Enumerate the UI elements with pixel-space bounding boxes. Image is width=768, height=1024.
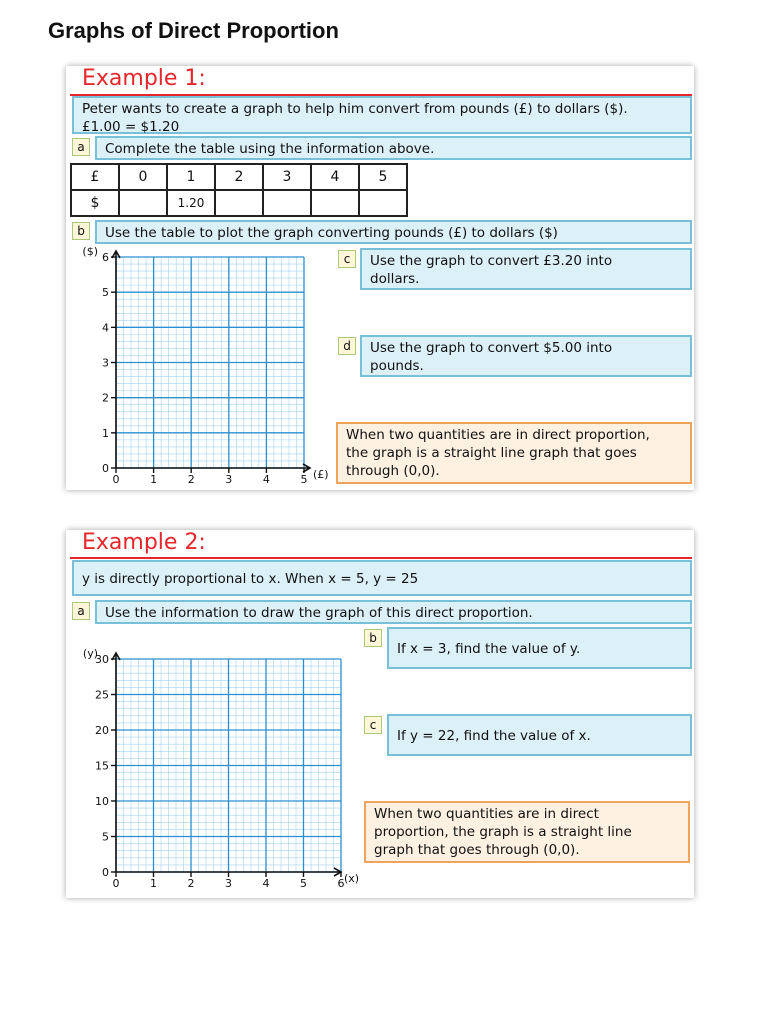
x-tick-label: 0: [112, 877, 120, 890]
x-tick-label: 0: [112, 473, 120, 486]
y-tick-label: 3: [102, 356, 109, 370]
x-tick-label: 4: [262, 877, 270, 890]
y-axis-label: (y): [82, 647, 98, 660]
part-a-question: Use the information to draw the graph of this direct proportion.: [95, 600, 692, 624]
x-axis-label: (£): [313, 468, 329, 481]
y-tick-label: 4: [102, 321, 109, 335]
x-tick-label: 5: [300, 877, 307, 890]
x-tick-label: 1: [150, 877, 157, 890]
part-b-question: Use the table to plot the graph converting pounds (£) to dollars ($): [95, 220, 692, 244]
table-cell: 5: [359, 164, 407, 190]
part-b-question: If x = 3, find the value of y.: [387, 627, 692, 669]
table-cell-input[interactable]: [359, 190, 407, 216]
y-tick-label: 2: [102, 391, 109, 405]
y-tick-label: 1: [102, 426, 109, 440]
y-tick-label: 20: [95, 724, 109, 737]
x-tick-label: 1: [150, 473, 158, 486]
y-tick-label: 5: [102, 830, 109, 844]
part-a-question: Complete the table using the information above.: [95, 136, 692, 160]
y-tick-label: 6: [102, 251, 109, 264]
part-d-question: [360, 335, 692, 377]
y-tick-label: 25: [95, 688, 109, 702]
table-row-dollars: [71, 190, 407, 216]
example-2-title: Example 2:: [82, 530, 206, 555]
y-tick-label: 0: [102, 462, 109, 475]
part-a-tag: a: [72, 138, 90, 156]
table-cell: 3: [263, 164, 311, 190]
table-cell: 4: [311, 164, 359, 190]
part-c-tag: c: [338, 250, 356, 268]
table-row-pounds: [71, 164, 407, 190]
table-cell-input[interactable]: [263, 190, 311, 216]
y-axis-label: ($): [82, 246, 98, 258]
table-cell: 2: [215, 164, 263, 190]
y-tick-label: 30: [95, 653, 109, 666]
table-cell: 1: [167, 164, 215, 190]
part-c-line-1: Use the graph to convert £3.20 into: [370, 253, 613, 269]
direct-proportion-note: [336, 422, 692, 484]
note-line-1: When two quantities are in direct proportion,: [346, 427, 650, 443]
intro-line-1: Peter wants to create a graph to help him convert from pounds (£) to dollars ($).: [82, 101, 628, 117]
note-line-3: through (0,0).: [346, 463, 440, 479]
example-2-intro: y is directly proportional to x. When x = 5, y = 25: [72, 560, 692, 596]
y-tick-label: 5: [102, 286, 109, 300]
table-cell-input[interactable]: [215, 190, 263, 216]
conversion-table: [70, 163, 408, 217]
example-1-intro: [72, 96, 692, 134]
part-d-line-2: pounds.: [370, 358, 424, 374]
table-cell-input[interactable]: [119, 190, 167, 216]
note-line-2: the graph is a straight line graph that goes: [346, 445, 637, 461]
note-line-1: When two quantities are in direct: [374, 806, 599, 822]
x-tick-label: 4: [262, 473, 270, 486]
table-cell: £: [71, 164, 119, 190]
page-title: Graphs of Direct Proportion: [48, 18, 339, 43]
direct-proportion-note: [364, 801, 690, 863]
x-tick-label: 3: [225, 877, 232, 890]
y-tick-label: 10: [95, 795, 109, 808]
table-cell-input[interactable]: [311, 190, 359, 216]
example-1-title: Example 1:: [82, 66, 206, 91]
graph-pounds-to-dollars[interactable]: [70, 246, 335, 486]
x-tick-label: 6: [337, 877, 345, 890]
y-tick-label: 0: [102, 866, 109, 879]
x-tick-label: 2: [187, 877, 195, 890]
note-line-3: graph that goes through (0,0).: [374, 842, 580, 858]
x-axis-label: (x): [344, 872, 360, 885]
table-cell: 1.20: [167, 190, 215, 216]
graph-direct-proportion[interactable]: [70, 630, 370, 892]
table-cell: $: [71, 190, 119, 216]
x-tick-label: 3: [225, 473, 233, 486]
note-line-2: proportion, the graph is a straight line: [374, 824, 632, 840]
part-b-tag: b: [364, 629, 382, 647]
example-2-underline: [70, 557, 692, 559]
part-c-tag: c: [364, 716, 382, 734]
part-c-question: [360, 248, 692, 290]
part-d-line-1: Use the graph to convert $5.00 into: [370, 340, 613, 356]
part-a-tag: a: [72, 602, 90, 620]
part-c-question: If y = 22, find the value of x.: [387, 714, 692, 756]
part-c-line-2: dollars.: [370, 271, 420, 287]
x-tick-label: 2: [187, 473, 195, 486]
part-b-tag: b: [72, 222, 90, 240]
table-cell: 0: [119, 164, 167, 190]
intro-line-2: £1.00 = $1.20: [82, 119, 180, 135]
x-tick-label: 5: [300, 473, 308, 486]
part-d-tag: d: [338, 337, 356, 355]
y-tick-label: 15: [95, 759, 109, 773]
